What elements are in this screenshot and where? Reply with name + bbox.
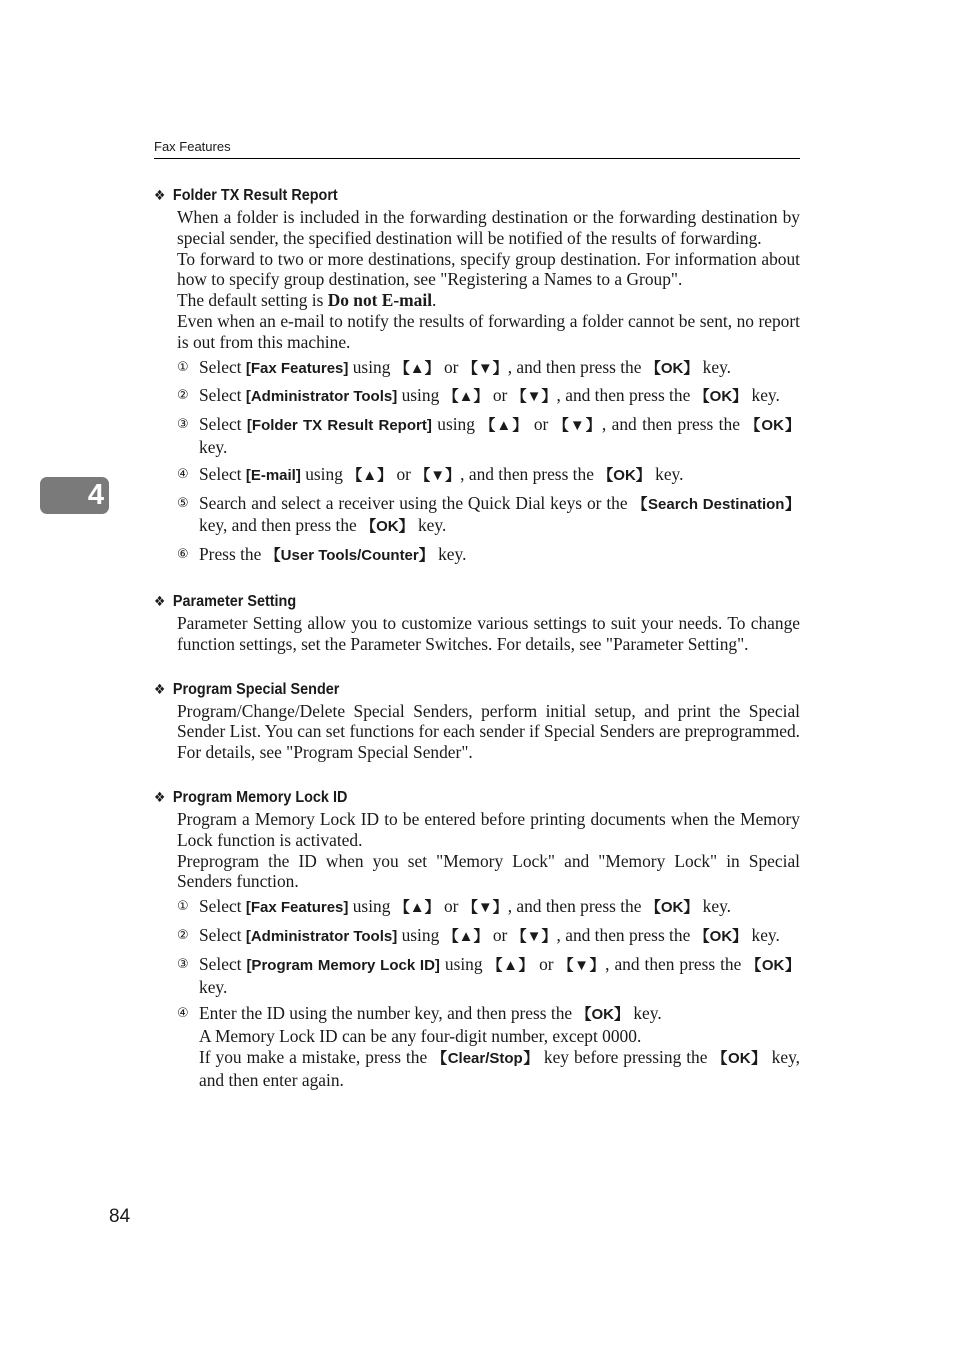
ok-key: 【OK】	[645, 899, 699, 917]
ok-key: 【OK】	[645, 359, 699, 377]
step-item: ③ Select [Folder TX Result Report] using 【▲】 or 【▼】, and then press the 【OK】 key.	[177, 414, 801, 457]
paragraph: Even when an e-mail to notify the results of forwarding a folder cannot be sent, no report is out from this machine.	[177, 310, 800, 352]
section-title: ❖ Program Memory Lock ID	[154, 787, 735, 809]
up-arrow-key: 【▲】	[487, 956, 535, 974]
clear-stop-key: 【Clear/Stop】	[432, 1049, 539, 1067]
paragraph: Program/Change/Delete Special Senders, perform initial setup, and print the Special Sender List. You can set functions for each sender if Special Senders are preprogrammed. For details, see "Program Special Sender".	[177, 700, 800, 763]
user-tools-key: 【User Tools/Counter】	[265, 547, 434, 565]
main-content	[154, 185, 800, 1115]
step-item: ④ Select [E-mail] using 【▲】 or 【▼】, and then press the 【OK】 key.	[177, 463, 684, 484]
down-arrow-key: 【▼】	[553, 417, 602, 435]
running-header: Fax Features	[154, 139, 231, 154]
step-number: ②	[177, 388, 189, 404]
step-number: ④	[177, 1006, 189, 1022]
ok-key: 【OK】	[694, 927, 748, 945]
step-item: ① Select [Fax Features] using 【▲】 or 【▼】, and then press the 【OK】 key.	[177, 356, 732, 377]
step-item: ③ Select [Program Memory Lock ID] using 【▲】 or 【▼】, and then press the 【OK】 key.	[177, 953, 800, 997]
diamond-icon: ❖	[154, 188, 166, 204]
up-arrow-key: 【▲】	[480, 417, 529, 435]
diamond-icon: ❖	[154, 593, 166, 610]
step-item: ② Select [Administrator Tools] using 【▲】 or 【▼】, and then press the 【OK】 key.	[177, 385, 780, 406]
chapter-number: 4	[87, 479, 104, 511]
step-item: ⑥ Press the 【User Tools/Counter】 key.	[177, 544, 467, 565]
ok-key: 【OK】	[361, 518, 414, 536]
down-arrow-key: 【▼】	[558, 956, 606, 974]
menu-key: [Administrator Tools]	[245, 927, 398, 945]
down-arrow-key: 【▼】	[462, 899, 508, 917]
up-arrow-key: 【▲】	[347, 466, 393, 484]
paragraph: Preprogram the ID when you set "Memory Lock" and "Memory Lock" in Special Senders function.	[177, 850, 800, 892]
up-arrow-key: 【▲】	[443, 388, 489, 406]
step-number: ③	[177, 956, 189, 972]
default-setting-value: Do not E-mail	[327, 290, 433, 311]
paragraph: To forward to two or more destinations, specify group destination. For information about how to specify group destination, see "Registering a Names to a Group".	[177, 248, 800, 290]
section-title: ❖ Program Special Sender	[154, 679, 735, 701]
ok-key: 【OK】	[598, 466, 651, 484]
up-arrow-key: 【▲】	[394, 899, 440, 917]
down-arrow-key: 【▼】	[511, 927, 557, 945]
step-number: ⑥	[177, 547, 189, 563]
page-number: 84	[109, 1206, 131, 1227]
section-title: ❖ Parameter Setting	[154, 591, 735, 613]
menu-key: [Fax Features]	[245, 899, 349, 917]
section-title: ❖ Folder TX Result Report	[154, 185, 735, 207]
step-number: ②	[177, 927, 189, 943]
paragraph: Parameter Setting allow you to customize various settings to suit your needs. To change function settings, set the Parameter Switches. For details, see "Parameter Setting".	[177, 612, 800, 654]
down-arrow-key: 【▼】	[462, 359, 508, 377]
ok-key: 【OK】	[576, 1006, 630, 1024]
step-item: ④ Enter the ID using the number key, and then press the 【OK】 key. A Memory Lock ID can be any four-digit number, except 0000. If you make a mistake, press the 【Clear/Stop】 key before pressing the 【OK】 key, and then enter again.	[177, 1003, 801, 1090]
step-list	[154, 896, 800, 1090]
down-arrow-key: 【▼】	[511, 388, 557, 406]
ok-key: 【OK】	[712, 1049, 767, 1067]
header-rule	[154, 158, 800, 159]
ok-key: 【OK】	[694, 388, 748, 406]
step-note: A Memory Lock ID can be any four-digit number, except 0000.	[199, 1026, 642, 1047]
paragraph: Program a Memory Lock ID to be entered before printing documents when the Memory Lock function is activated.	[177, 808, 800, 850]
paragraph: When a folder is included in the forwarding destination or the forwarding destination by special sender, the specified destination will be notified of the results of forwarding.	[177, 207, 800, 248]
step-item: ① Select [Fax Features] using 【▲】 or 【▼】, and then press the 【OK】 key.	[177, 896, 732, 917]
menu-key: [Administrator Tools]	[245, 388, 398, 406]
menu-key: [Folder TX Result Report]	[246, 417, 432, 435]
step-number: ①	[177, 899, 189, 915]
step-list	[154, 357, 800, 567]
section-program-special-sender	[154, 679, 800, 763]
menu-key: [Fax Features]	[245, 359, 349, 377]
search-destination-key: 【Search Destination】	[632, 495, 800, 513]
ok-key: 【OK】	[745, 417, 801, 435]
diamond-icon: ❖	[154, 789, 166, 806]
step-number: ④	[177, 466, 189, 482]
up-arrow-key: 【▲】	[443, 927, 489, 945]
section-parameter-setting	[154, 591, 800, 655]
paragraph: The default setting is Do not E-mail.	[177, 290, 437, 311]
section-folder-tx-result-report	[154, 185, 800, 567]
up-arrow-key: 【▲】	[394, 359, 440, 377]
menu-key: [Program Memory Lock ID]	[246, 956, 440, 974]
step-number: ①	[177, 359, 189, 375]
step-number: ⑤	[177, 495, 189, 511]
step-number: ③	[177, 417, 189, 433]
ok-key: 【OK】	[746, 956, 800, 974]
chapter-tab[interactable]	[40, 477, 109, 514]
step-item: ② Select [Administrator Tools] using 【▲】 or 【▼】, and then press the 【OK】 key.	[177, 924, 780, 945]
diamond-icon: ❖	[154, 681, 166, 698]
step-item: ⑤ Search and select a receiver using the Quick Dial keys or the 【Search Destination】 key, and then press the 【OK】 key.	[177, 492, 800, 536]
section-program-memory-lock-id	[154, 787, 800, 1091]
menu-key: [E-mail]	[245, 466, 301, 484]
down-arrow-key: 【▼】	[415, 466, 461, 484]
